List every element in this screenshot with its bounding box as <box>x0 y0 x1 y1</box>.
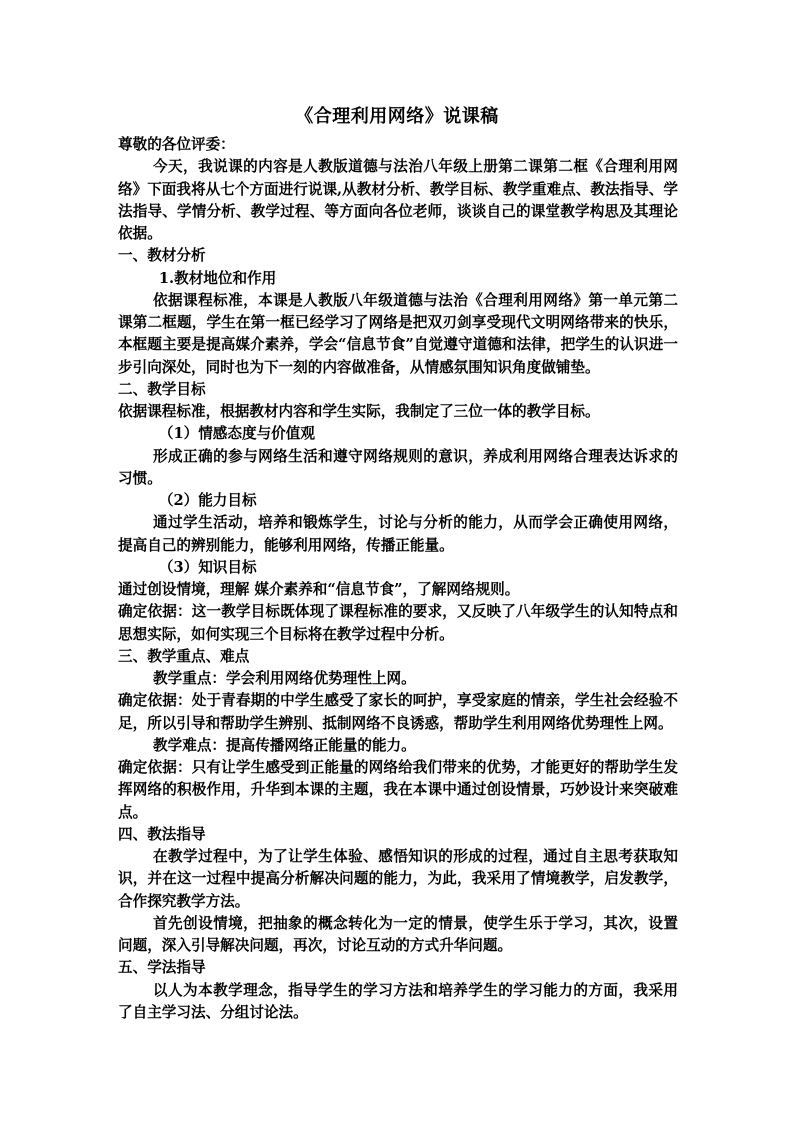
paragraph: 五、学法指导 <box>118 959 206 977</box>
paragraph: 今天，我说课的内容是人教版道德与法治八年级上册第二课第二框《合理利用网络》下面我将从七个方面进行说课,从教材分析、教学目标、教学重难点、教法指导、学法指导、学情分析、教学过程、等方面向各位老师，谈谈自己的课堂教学构思及其理论依据。 <box>118 158 678 242</box>
paragraph: （3）知识目标 <box>158 558 257 576</box>
paragraph: 尊敬的各位评委： <box>118 136 235 153</box>
paragraph: 教学重点：学会利用网络优势理性上网。 <box>153 670 416 687</box>
paragraph: 二、教学目标 <box>118 380 206 398</box>
paragraph: 通过学生活动，培养和锻炼学生，讨论与分析的能力，从而学会正确使用网络，提高自己的辨别能力，能够利用网络，传播正能量。 <box>118 514 678 554</box>
paragraph: （2）能力目标 <box>158 492 257 509</box>
paragraph: 通过创设情境，理解 媒介素养和“信息节食”，了解网络规则。 <box>118 581 520 598</box>
paragraph: 一、教材分析 <box>118 247 206 265</box>
paragraph: 确定依据：只有让学生感受到正能量的网络给我们带来的优势，才能更好的帮助学生发挥网络的积极作用，升华到本课的主题，我在本课中通过创设情景，巧妙设计来突破难点。 <box>118 759 678 821</box>
paragraph: 三、教学重点、难点 <box>118 647 250 665</box>
paragraph: 确定依据：这一教学目标既体现了课程标准的要求，又反映了八年级学生的认知特点和思想实际，如何实现三个目标将在教学过程中分析。 <box>118 603 678 643</box>
paragraph: 教学难点：提高传播网络正能量的能力。 <box>153 736 416 754</box>
paragraph: 首先创设情境，把抽象的概念转化为一定的情景，使学生乐于学习，其次，设置问题，深入引导解决问题，再次，讨论互动的方式升华问题。 <box>118 914 678 954</box>
paragraph: 在教学过程中，为了让学生体验、感悟知识的形成的过程，通过自主思考获取知识，并在这一过程中提高分析解决问题的能力，为此，我采用了情境教学，启发教学，合作探究教学方法。 <box>118 848 678 910</box>
document-title: 《合理利用网络》说课稿 <box>295 106 499 127</box>
document-body <box>118 134 678 1024</box>
paragraph: 四、教法指导 <box>118 825 206 843</box>
paragraph: 确定依据：处于青春期的中学生感受了家长的呵护，享受家庭的情亲，学生社会经验不足，所以引导和帮助学生辨别、抵制网络不良诱惑，帮助学生利用网络优势理性上网。 <box>118 692 678 732</box>
paragraph: 依据课程标准，本课是人教版八年级道德与法治《合理利用网络》第一单元第二课第二框题，学生在第一框已经学习了网络是把双刃剑享受现代文明网络带来的快乐，本框题主要是提高媒介素养，学会“信息节食”自觉遵守道德和法律，把学生的认识进一步引向深处，同时也为下一刻的内容做准备，从情感氛围知识角度做铺垫。 <box>118 291 678 376</box>
paragraph: 形成正确的参与网络生活和遵守网络规则的意识，养成利用网络合理表达诉求的习惯。 <box>118 447 678 487</box>
paragraph: 以人为本教学理念，指导学生的学习方法和培养学生的学习能力的方面，我采用了自主学习法、分组讨论法。 <box>118 981 678 1021</box>
paragraph: 依据课程标准，根据教材内容和学生实际，我制定了三位一体的教学目标。 <box>118 403 600 420</box>
paragraph: （1）情感态度与价值观 <box>158 425 315 443</box>
paragraph: 1.教材地位和作用 <box>158 269 277 287</box>
